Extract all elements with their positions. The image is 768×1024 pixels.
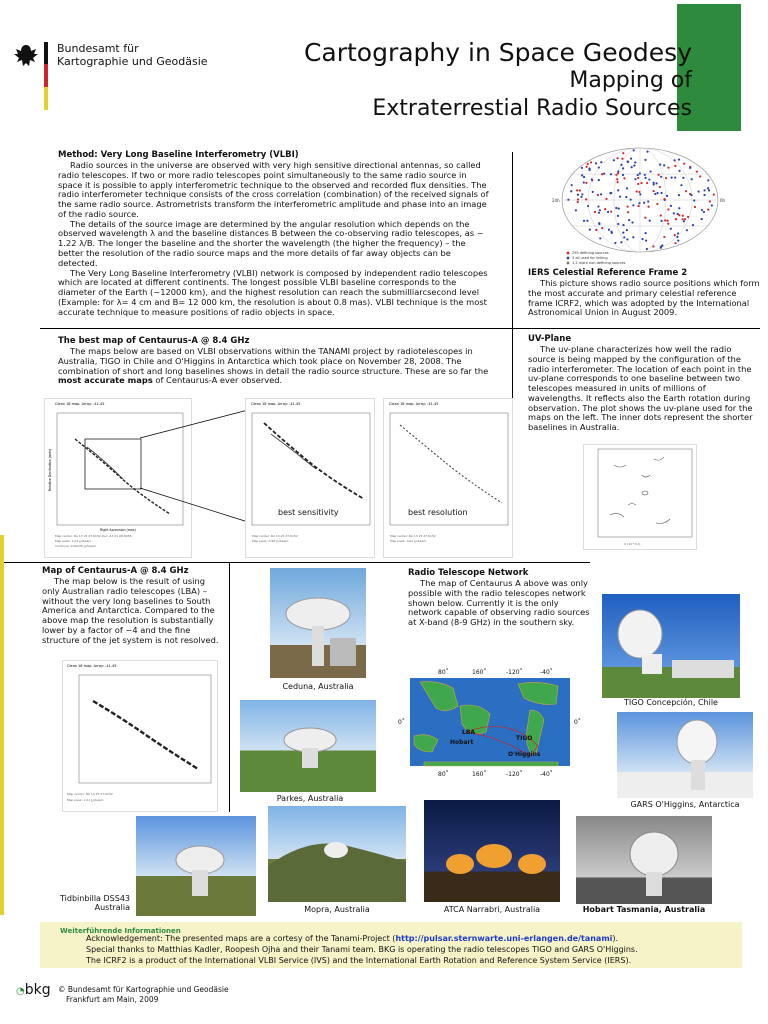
sky-source-dot	[608, 229, 610, 231]
sky-source-dot	[603, 173, 605, 175]
sky-source-dot	[663, 164, 665, 166]
label-best-resolution: best resolution	[408, 508, 468, 517]
uvplane-plot	[583, 444, 697, 550]
sky-source-dot	[677, 232, 679, 234]
svg-text:-120˚: -120˚	[506, 669, 523, 676]
legend-1: 295 defining sources	[572, 251, 609, 255]
caption-ohiggins: GARS O'Higgins, Antarctica	[630, 800, 740, 809]
bestmap-section	[58, 336, 498, 386]
sky-source-dot	[663, 236, 665, 238]
sky-source-dot	[689, 193, 691, 195]
title-line2: Mapping of	[569, 68, 692, 93]
photo-mopra	[268, 806, 406, 902]
flag-stripe	[44, 42, 48, 110]
sky-source-dot	[639, 172, 641, 174]
sky-source-dot	[633, 165, 635, 167]
sky-source-dot	[682, 215, 684, 217]
mapcen-section	[42, 566, 222, 645]
sky-source-dot	[647, 206, 649, 208]
sky-source-dot	[581, 174, 583, 176]
centaurus-map-sensitivity	[245, 398, 375, 558]
bkg-logo: ◔bkg	[16, 982, 51, 998]
photo-tigo	[602, 594, 740, 698]
method-p3: The Very Long Baseline Interferometry (VLBI) network is composed by independent radio telescopes which are located at different continents. The longest possible VLBI baseline corresponds to the diameter of the Earth (~12000 km), and the highest resolution can reach the submilliarcsecond level (Example: for λ= 4 cm and B= 12 000 km, the resolution is about 0.8 mas). VLBI technique is the most accurate technique to measure positions of radio objects in space.	[58, 267, 488, 317]
sky-source-dot	[637, 174, 639, 176]
sky-source-dot	[587, 205, 589, 207]
sky-source-dot	[665, 177, 667, 179]
sky-source-dot	[611, 232, 613, 234]
sky-source-dot	[577, 194, 579, 196]
sky-source-dot	[670, 177, 672, 179]
sky-source-dot	[588, 168, 590, 170]
sky-source-dot	[617, 215, 619, 217]
caption-atca: ATCA Narrabri, Australia	[443, 905, 541, 914]
sky-source-dot	[631, 166, 633, 168]
svg-text:U (10^6 λ): U (10^6 λ)	[624, 542, 641, 546]
sky-source-dot	[680, 184, 682, 186]
svg-text:Map center: RA 13 25 27.6152: Map center: RA 13 25 27.6152 Dec -43 01 08.8056	[55, 534, 132, 538]
sky-source-dot	[585, 166, 587, 168]
sky-source-dot	[703, 194, 705, 196]
sky-source-dot	[644, 174, 646, 176]
sky-source-dot	[585, 198, 587, 200]
sky-source-dot	[674, 242, 676, 244]
sky-source-dot	[646, 248, 648, 250]
sky-source-dot	[620, 241, 622, 243]
sky-source-dot	[673, 212, 675, 214]
sky-source-dot	[577, 198, 579, 200]
sky-source-dot	[686, 229, 688, 231]
svg-text:160˚: 160˚	[472, 669, 487, 676]
sky-source-dot	[699, 175, 701, 177]
sky-source-dot	[656, 192, 658, 194]
sky-source-dot	[644, 177, 646, 179]
svg-text:Contours: 0.00226 Jy/beam: Contours: 0.00226 Jy/beam	[55, 544, 97, 548]
sky-source-dot	[632, 236, 634, 238]
sky-source-dot	[667, 220, 669, 222]
centaurus-map-full	[44, 398, 192, 558]
sky-source-dot	[583, 220, 585, 222]
sky-source-dot	[660, 246, 662, 248]
sky-source-dot	[632, 204, 634, 206]
eagle-logo	[12, 42, 40, 70]
sky-source-dot	[683, 163, 685, 165]
sky-source-dot	[696, 171, 698, 173]
sky-source-dot	[652, 245, 654, 247]
sky-source-dot	[663, 198, 665, 200]
sky-source-dot	[590, 161, 592, 163]
method-section	[58, 150, 490, 318]
sky-source-dot	[678, 194, 680, 196]
yellow-side-bar	[0, 535, 4, 915]
sky-source-dot	[575, 209, 577, 211]
svg-text:160˚: 160˚	[472, 771, 487, 778]
sky-source-dot	[600, 193, 602, 195]
sky-source-dot	[713, 193, 715, 195]
sky-source-dot	[682, 177, 684, 179]
sky-source-dot	[674, 234, 676, 236]
sky-source-dot	[586, 220, 588, 222]
iers-heading: IERS Celestial Reference Frame 2	[528, 268, 688, 278]
sky-source-dot	[646, 182, 648, 184]
sky-source-dot	[619, 196, 621, 198]
sky-source-dot	[664, 219, 666, 221]
sky-source-dot	[701, 218, 703, 220]
sky-source-dot	[655, 182, 657, 184]
sky-source-dot	[576, 189, 578, 191]
sky-source-dot	[627, 211, 629, 213]
sky-source-dot	[674, 165, 676, 167]
sky-source-dot	[678, 170, 680, 172]
uvplane-heading: UV-Plane	[528, 334, 572, 344]
legend-2: 3 all used for linking	[572, 256, 608, 260]
sky-source-dot	[604, 208, 606, 210]
sky-source-dot	[594, 211, 596, 213]
sky-source-dot	[577, 201, 579, 203]
sky-source-dot	[685, 190, 687, 192]
sky-source-dot	[645, 240, 647, 242]
sky-source-dot	[583, 176, 585, 178]
title-line3: Extraterrestial Radio Sources	[372, 96, 692, 121]
sky-source-dot	[701, 209, 703, 211]
sky-source-dot	[681, 218, 683, 220]
svg-text:Right Ascension (mas): Right Ascension (mas)	[100, 528, 136, 532]
sky-source-dot	[658, 174, 660, 176]
sky-source-dot	[640, 182, 642, 184]
network-heading: Radio Telescope Network	[408, 568, 529, 578]
sky-source-dot	[707, 187, 709, 189]
svg-text:80˚: 80˚	[438, 669, 449, 676]
sky-source-dot	[598, 222, 600, 224]
sky-source-dot	[598, 166, 600, 168]
caption-parkes: Parkes, Australia	[276, 794, 344, 803]
svg-text:Map center: RA 13 25 27.6152: Map center: RA 13 25 27.6152	[252, 534, 298, 538]
sky-source-dot	[601, 227, 603, 229]
sky-source-dot	[649, 170, 651, 172]
org-line2: Kartographie und Geodäsie	[57, 55, 208, 68]
org-name	[57, 42, 208, 68]
caption-tigo: TIGO Concepción, Chile	[624, 698, 718, 707]
sky-source-dot	[622, 174, 624, 176]
sky-source-dot	[622, 152, 624, 154]
photo-parkes	[240, 700, 376, 792]
sky-source-dot	[585, 182, 587, 184]
legend-3: 1,2 more non-defining sources	[572, 261, 626, 265]
site-lba: LBA	[462, 729, 476, 736]
sky-source-dot	[684, 218, 686, 220]
org-line1: Bundesamt für	[57, 42, 139, 55]
mapcen-heading: Map of Centaurus-A @ 8.4 GHz	[42, 566, 189, 576]
svg-text:Relative Declination (mas): Relative Declination (mas)	[48, 448, 52, 491]
sky-source-dot	[625, 196, 627, 198]
sky-source-dot	[617, 172, 619, 174]
site-tigo: TIGO	[516, 735, 533, 742]
sky-source-dot	[630, 198, 632, 200]
sky-source-dot	[617, 157, 619, 159]
sky-source-dot	[707, 208, 709, 210]
sky-source-dot	[581, 193, 583, 195]
svg-text:0˚: 0˚	[574, 719, 581, 726]
sky-source-dot	[634, 178, 636, 180]
sky-source-dot	[600, 161, 602, 163]
sky-source-dot	[622, 224, 624, 226]
sky-source-dot	[660, 192, 662, 194]
sky-source-dot	[630, 158, 632, 160]
sky-source-dot	[660, 176, 662, 178]
svg-text:Clean 18 map. Array: -41-45: Clean 18 map. Array: -41-45	[55, 402, 105, 406]
sky-source-dot	[610, 192, 612, 194]
sky-source-dot	[644, 217, 646, 219]
sky-source-dot	[649, 219, 651, 221]
sky-source-dot	[615, 174, 617, 176]
svg-text:Clean 18 map. Array: -41-45: Clean 18 map. Array: -41-45	[389, 402, 439, 406]
caption-tidbinbilla: Tidbinbilla DSS43 Australia	[60, 894, 130, 912]
svg-text:-120˚: -120˚	[506, 771, 523, 778]
sky-source-dot	[597, 205, 599, 207]
svg-text:Map center: RA 13 25 27.6152: Map center: RA 13 25 27.6152	[67, 792, 113, 796]
photo-atca	[424, 800, 560, 902]
site-hobart: Hobart	[450, 739, 474, 746]
divider-v2	[229, 562, 230, 812]
sky-source-dot	[676, 236, 678, 238]
sky-source-dot	[660, 220, 662, 222]
sky-source-dot	[677, 213, 679, 215]
sky-source-dot	[627, 206, 629, 208]
sky-source-dot	[615, 207, 617, 209]
sky-source-dot	[567, 199, 569, 201]
sky-source-dot	[583, 181, 585, 183]
caption-ceduna: Ceduna, Australia	[282, 682, 354, 691]
svg-text:-40˚: -40˚	[540, 771, 553, 778]
sky-source-dot	[579, 189, 581, 191]
sky-source-dot	[692, 224, 694, 226]
sky-source-dot	[674, 176, 676, 178]
sky-source-dot	[675, 218, 677, 220]
sky-source-dot	[587, 163, 589, 165]
svg-text:Map peak: 0.98 Jy/beam: Map peak: 0.98 Jy/beam	[252, 539, 289, 543]
sky-source-dot	[674, 159, 676, 161]
caption-mopra: Mopra, Australia	[304, 905, 370, 914]
sky-source-dot	[621, 158, 623, 160]
svg-text:0˚: 0˚	[398, 719, 405, 726]
sky-source-dot	[631, 221, 633, 223]
sky-source-dot	[626, 238, 628, 240]
sky-source-dot	[571, 184, 573, 186]
svg-text:24h: 24h	[552, 198, 560, 203]
sky-source-dot	[617, 223, 619, 225]
sky-source-dot	[693, 199, 695, 201]
sky-source-dot	[597, 194, 599, 196]
sky-source-dot	[627, 160, 629, 162]
sky-source-dot	[616, 178, 618, 180]
mapcen-text: The map below is the result of using only Australian radio telescopes (LBA) – without the very long baselines to South America and Antarctica. Compared to the above map the resolution is substantially lower by a factor of ~4 and the fine structure of the jet system is not resolved.	[42, 576, 219, 645]
sky-source-dot	[598, 212, 600, 214]
sky-source-dot	[689, 167, 691, 169]
sky-source-dot	[636, 190, 638, 192]
svg-text:0h: 0h	[720, 198, 726, 203]
sky-source-dot	[709, 200, 711, 202]
sky-source-dot	[637, 177, 639, 179]
icrf2-sky-plot	[550, 142, 730, 266]
further-info-label: Weiterführende Informationen	[60, 927, 181, 935]
sky-source-dot	[703, 189, 705, 191]
svg-text:Map peak: 1.04 Jy/beam: Map peak: 1.04 Jy/beam	[55, 539, 92, 543]
sky-source-dot	[580, 196, 582, 198]
sky-source-dot	[656, 203, 658, 205]
sky-source-dot	[595, 229, 597, 231]
caption-hobart: Hobart Tasmania, Australia	[582, 905, 706, 914]
sky-source-dot	[623, 236, 625, 238]
sky-source-dot	[678, 207, 680, 209]
sky-source-dot	[626, 187, 628, 189]
sky-source-dot	[623, 177, 625, 179]
svg-text:Map peak: 0.61 Jy/beam: Map peak: 0.61 Jy/beam	[390, 539, 427, 543]
svg-text:80˚: 80˚	[438, 771, 449, 778]
sky-source-dot	[605, 198, 607, 200]
sky-source-dot	[620, 164, 622, 166]
copyright: © Bundesamt für Kartographie und Geodäsie Frankfurt am Main, 2009	[58, 985, 229, 1004]
sky-source-dot	[659, 164, 661, 166]
iers-text: This picture shows radio source positions which form the most accurate and primary celestial reference frame ICRF2, which was adopted by the International Astronomical Union in August 2009.	[528, 278, 760, 318]
sky-source-dot	[645, 232, 647, 234]
sky-source-dot	[628, 219, 630, 221]
sky-source-dot	[598, 179, 600, 181]
sky-source-dot	[581, 167, 583, 169]
sky-source-dot	[617, 189, 619, 191]
centaurus-map-resolution	[383, 398, 513, 558]
sky-source-dot	[683, 220, 685, 222]
sky-source-dot	[687, 216, 689, 218]
sky-source-dot	[659, 186, 661, 188]
network-section	[408, 568, 590, 628]
sky-source-dot	[653, 182, 655, 184]
sky-source-dot	[610, 210, 612, 212]
sky-source-dot	[638, 191, 640, 193]
sky-source-dot	[643, 202, 645, 204]
iers-section	[528, 268, 760, 318]
sky-source-dot	[647, 200, 649, 202]
sky-source-dot	[637, 183, 639, 185]
sky-source-dot	[613, 159, 615, 161]
network-text: The map of Centaurus A above was only possible with the radio telescopes network shown below. Currently it is the only network capable of observing radio sources at X-band (8-9 GHz) in the southern sky.	[408, 578, 590, 628]
svg-text:Map center: RA 13 25 27.6152: Map center: RA 13 25 27.6152	[390, 534, 436, 538]
page-title	[220, 38, 692, 123]
sky-source-dot	[633, 149, 635, 151]
tanami-link[interactable]: http://pulsar.sternwarte.uni-erlangen.de/tanami	[395, 934, 613, 943]
sky-source-dot	[614, 242, 616, 244]
photo-ceduna	[270, 568, 366, 678]
sky-source-dot	[691, 178, 693, 180]
sky-source-dot	[599, 209, 601, 211]
svg-text:Map peak: 1.21 Jy/beam: Map peak: 1.21 Jy/beam	[67, 798, 104, 802]
sky-source-dot	[698, 190, 700, 192]
sky-source-dot	[654, 193, 656, 195]
sky-source-dot	[670, 205, 672, 207]
divider-h2	[0, 562, 590, 563]
centaurus-map-lba	[62, 660, 218, 812]
bestmap-text: The maps below are based on VLBI observations within the TANAMI project by radiotelescopes in Australia, TIGO in Chile and O'Higgins in Antarctica which took place on November 28, 2008. The combination of short and long baselines shows in detail the radio source structure. These are so far the most accurate maps of Centaurus-A ever observed.	[58, 346, 489, 386]
sky-source-dot	[601, 173, 603, 175]
sky-source-dot	[711, 204, 713, 206]
divider-h1	[40, 328, 760, 329]
sky-source-dot	[610, 173, 612, 175]
sky-source-dot	[592, 191, 594, 193]
sky-source-dot	[634, 161, 636, 163]
site-ohiggins: O'Higgins	[508, 751, 541, 758]
sky-source-dot	[595, 162, 597, 164]
sky-source-dot	[644, 159, 646, 161]
sky-source-dot	[618, 207, 620, 209]
photo-tidbinbilla	[136, 816, 256, 916]
sky-source-dot	[703, 211, 705, 213]
sky-source-dot	[667, 208, 669, 210]
method-p2: The details of the source image are determined by the angular resolution which depends on the observed wavelength λ and the baseline distances B between the co-observing radio telescopes, as ~ 1.22 λ/B. The longer the baseline and the shorter the wavelength (the higher the frequency) – the better the resolution of the radio source maps and the more details of far away objects can be detected.	[58, 218, 484, 268]
sky-source-dot	[591, 178, 593, 180]
sky-source-dot	[670, 228, 672, 230]
sky-source-dot	[667, 167, 669, 169]
sky-source-dot	[589, 228, 591, 230]
sky-source-dot	[599, 237, 601, 239]
uvplane-section	[528, 334, 760, 433]
photo-hobart	[576, 816, 712, 904]
label-best-sensitivity: best sensitivity	[278, 508, 339, 517]
sky-source-dot	[622, 232, 624, 234]
sky-source-dot	[626, 229, 628, 231]
sky-source-dot	[708, 189, 710, 191]
sky-source-dot	[638, 202, 640, 204]
sky-source-dot	[648, 178, 650, 180]
sky-source-dot	[666, 195, 668, 197]
sky-source-dot	[652, 190, 654, 192]
sky-source-dot	[660, 214, 662, 216]
sky-source-dot	[678, 158, 680, 160]
photo-ohiggins	[617, 712, 753, 798]
svg-text:Clean 18 map. Array: -41-45: Clean 18 map. Array: -41-45	[67, 664, 117, 668]
sky-source-dot	[637, 205, 639, 207]
network-world-map	[398, 666, 584, 778]
sky-source-dot	[707, 179, 709, 181]
title-line1: Cartography in Space Geodesy	[303, 38, 692, 67]
sky-source-dot	[622, 167, 624, 169]
acknowledgement: Acknowledgement: The presented maps are a cortesy of the Tanami-Project (http://pulsar.sternwarte.uni-erlangen.de/tanami). Special thanks to Matthias Kadler, Roopesh Ojha and their Tanami team. BKG is operating the radio telescopes TIGO and GARS O'Higgins. The ICRF2 is a product of the International VLBI Service (IVS) and the International Earth Rotation and Reference System Service (IERS).	[86, 934, 638, 965]
sky-source-dot	[667, 223, 669, 225]
svg-text:Clean 18 map. Array: -41-45: Clean 18 map. Array: -41-45	[251, 402, 301, 406]
svg-text:-40˚: -40˚	[540, 669, 553, 676]
sky-source-dot	[694, 206, 696, 208]
sky-source-dot	[646, 151, 648, 153]
sky-source-dot	[607, 211, 609, 213]
sky-source-dot	[677, 240, 679, 242]
sky-source-dot	[641, 238, 643, 240]
method-p1: Radio sources in the universe are observed with very high sensitive directional antennas, so called radio telescopes. If two or more radio telescopes point simultaneously to the same radio source in space it is possible to apply interferometric technique to the observed and recorded flux densities. The radio interferometer technique consists of the cross correlation (combination) of the received signals of the same radio source. Astrometrists transform the interferometric amplitude and phase into an image of the radio source.	[58, 160, 489, 219]
method-heading: Method: Very Long Baseline Interferometry (VLBI)	[58, 150, 299, 160]
sky-source-dot	[639, 193, 641, 195]
bestmap-heading: The best map of Centaurus-A @ 8.4 GHz	[58, 336, 250, 346]
sky-source-dot	[617, 181, 619, 183]
sky-source-dot	[570, 190, 572, 192]
uvplane-text: The uv-plane characterizes how well the radio source is being mapped by the configuration of the radio interferometer. The location of each point in the uv-plane corresponds to one baseline between two telescopes measured in units of millions of wavelengths. It reflects also the Earth rotation during observation. The plot shows the uv-plane used for the maps on the left. The inner dots represent the shorter baselines in Australia.	[528, 344, 753, 433]
